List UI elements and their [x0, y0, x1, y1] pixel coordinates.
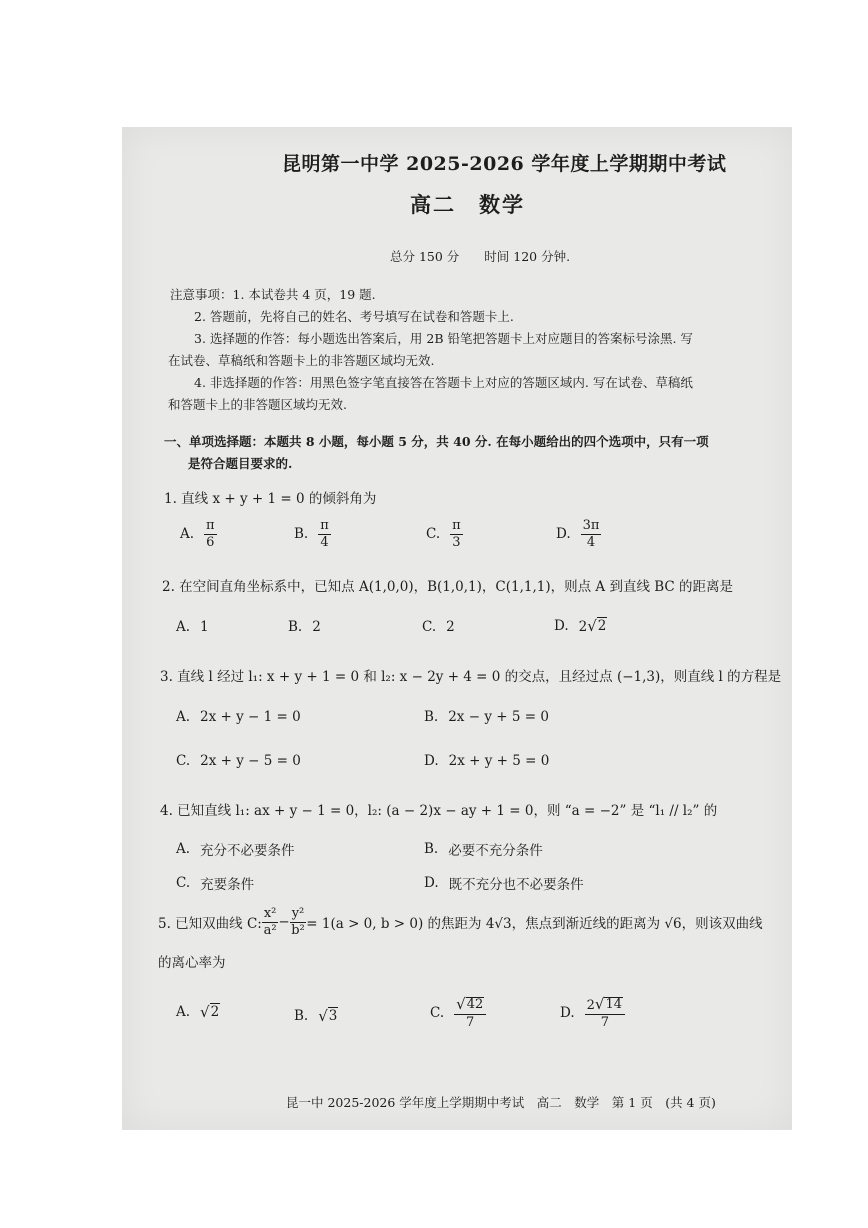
question-3-option-a	[176, 709, 301, 725]
option-text: 既不充分也不必要条件	[448, 877, 584, 893]
option-text: 必要不充分条件	[448, 843, 543, 859]
option-text: 2	[446, 619, 455, 635]
question-3-option-d	[424, 753, 549, 769]
question-4-option-a	[176, 839, 295, 859]
question-4-stem: 4. 已知直线 l₁: ax + y − 1 = 0，l₂: (a − 2)x − ay + 1 = 0，则 “a = −2” 是 “l₁ // l₂” 的	[160, 803, 718, 819]
exam-subtitle: 高二 数学	[410, 192, 525, 217]
question-4-option-d	[424, 873, 584, 893]
option-letter: B.	[288, 619, 303, 635]
option-text: 2x + y − 5 = 0	[200, 753, 301, 769]
option-letter: C.	[422, 619, 437, 635]
option-text: 2x + y + 5 = 0	[448, 753, 550, 769]
question-1-option-c	[426, 519, 463, 549]
stem-suffix: = 1(a > 0, b > 0) 的焦距为 4√3，焦点到渐近线的距离为 √6，则该双曲线	[306, 916, 763, 933]
option-fraction: $\frac{3\pi}{4}$	[582, 518, 600, 550]
question-5-option-b	[294, 1007, 338, 1025]
option-fraction: $\frac{\pi}{4}$	[320, 518, 329, 550]
option-letter: C.	[176, 753, 191, 769]
question-5-option-d	[560, 997, 625, 1029]
notes-line-1: 注意事项：1. 本试卷共 4 页，19 题.	[170, 287, 376, 302]
option-radical-expression: 2 √ 2	[578, 617, 607, 635]
option-letter: C.	[176, 875, 191, 891]
question-3-option-b	[424, 709, 549, 725]
option-letter: D.	[556, 526, 571, 543]
option-letter: B.	[424, 841, 439, 857]
option-text: 充分不必要条件	[200, 843, 295, 859]
question-3-option-c	[176, 753, 301, 769]
hyperbola-y-term: $\frac{\text{y²}}{\text{b²}}$	[291, 906, 305, 938]
question-5-option-a	[176, 1003, 220, 1021]
option-letter: B.	[294, 526, 309, 543]
option-letter: B.	[424, 709, 439, 725]
question-4-option-b	[424, 839, 543, 859]
minus-sign: −	[278, 914, 290, 931]
hyperbola-x-term: $\frac{\text{x²}}{\text{a²}}$	[263, 906, 277, 938]
notes-line-3a: 3. 选择题的作答：每小题选出答案后，用 2B 铅笔把答题卡上对应题目的答案标号涂黑. 写	[194, 331, 693, 346]
question-2-option-b	[288, 619, 321, 635]
option-letter: C.	[430, 1005, 445, 1022]
question-4-option-c	[176, 873, 254, 893]
option-letter: D.	[424, 753, 439, 769]
section-heading-line-1: 一、单项选择题：本题共 8 小题，每小题 5 分，共 40 分. 在每小题给出的四个选项中，只有一项	[164, 434, 709, 449]
option-fraction: $\frac{\pi}{3}$	[452, 518, 461, 550]
notes-line-4a: 4. 非选择题的作答：用黑色签字笔直接答在答题卡上对应的答题区域内. 写在试卷、草稿纸	[194, 375, 693, 390]
option-radical: √ 2	[200, 1003, 220, 1021]
option-text: 1	[200, 619, 209, 635]
option-letter: A.	[176, 841, 191, 857]
option-text: 2x + y − 1 = 0	[200, 709, 301, 725]
notes-line-2: 2. 答题前，先将自己的姓名、考号填写在试卷和答题卡上.	[194, 309, 514, 324]
option-text: 2	[312, 619, 321, 635]
exam-meta: 总分 150 分 时间 120 分钟.	[390, 249, 571, 264]
question-5-stem	[158, 907, 763, 937]
question-1-option-a	[180, 519, 217, 549]
option-radical: √ 3	[318, 1007, 338, 1025]
page-footer: 昆一中 2025-2026 学年度上学期期中考试 高二 数学 第 1 页 (共 4 页)	[286, 1095, 716, 1110]
option-fraction: $\frac{\pi}{6}$	[206, 518, 215, 550]
question-3-stem: 3. 直线 l 经过 l₁: x + y + 1 = 0 和 l₂: x − 2y + 4 = 0 的交点，且经过点 (−1,3)，则直线 l 的方程是	[160, 669, 782, 685]
section-heading-line-2: 是符合题目要求的.	[188, 456, 293, 471]
option-text: 充要条件	[200, 877, 255, 893]
notes-line-3b: 在试卷、草稿纸和答题卡上的非答题区域均无效.	[168, 353, 435, 368]
question-2-stem: 2. 在空间直角坐标系中，已知点 A(1,0,0)，B(1,0,1)，C(1,1,1)，则点 A 到直线 BC 的距离是	[162, 579, 734, 595]
question-2-option-c	[422, 619, 455, 635]
notes-line-4b: 和答题卡上的非答题区域均无效.	[168, 397, 347, 412]
exam-title: 昆明第一中学 2025-2026 学年度上学期期中考试	[282, 153, 727, 175]
question-1-option-d	[556, 519, 601, 549]
question-5-option-c	[430, 997, 486, 1029]
question-1-stem: 1. 直线 x + y + 1 = 0 的倾斜角为	[164, 491, 377, 507]
option-letter: D.	[560, 1005, 575, 1022]
option-letter: A.	[176, 619, 191, 635]
option-fraction: 2 √ 14 7	[585, 997, 625, 1029]
option-fraction: √ 42 7	[454, 997, 486, 1029]
question-1-option-b	[294, 519, 331, 549]
question-2-option-d	[554, 617, 607, 635]
option-text: 2x − y + 5 = 0	[448, 709, 549, 725]
stem-prefix: 5. 已知双曲线 C:	[158, 916, 262, 933]
option-letter: D.	[424, 875, 439, 891]
question-5-stem-line-2: 的离心率为	[158, 955, 226, 971]
option-letter: D.	[554, 618, 569, 634]
question-2-option-a	[176, 619, 209, 635]
option-letter: C.	[426, 526, 441, 543]
option-letter: B.	[294, 1008, 309, 1024]
option-letter: A.	[176, 709, 191, 725]
exam-sheet	[122, 127, 792, 1130]
option-letter: A.	[180, 526, 195, 543]
option-letter: A.	[176, 1004, 191, 1020]
